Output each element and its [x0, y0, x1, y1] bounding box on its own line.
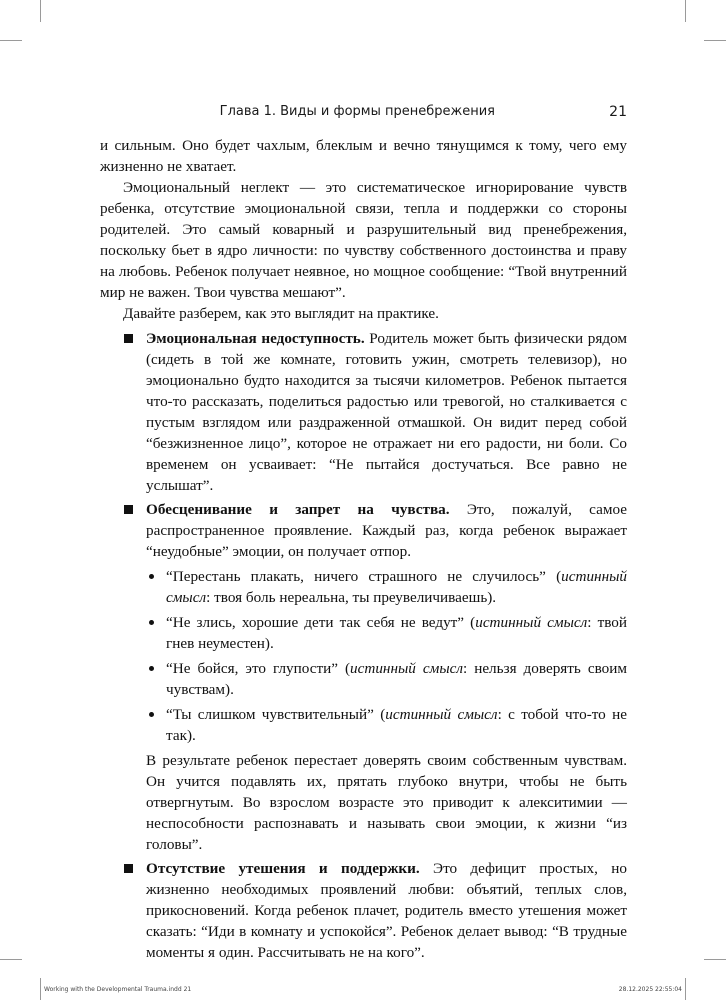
item-heading: Эмоциональная недоступность. — [146, 330, 365, 347]
paragraph: Давайте разберем, как это выглядит на практике. — [123, 305, 439, 322]
chapter-title: Глава 1. Виды и формы пренебрежения — [219, 104, 495, 119]
list-item — [100, 858, 627, 963]
crop-mark — [704, 959, 726, 960]
sub-list — [146, 566, 627, 746]
list-item — [100, 328, 627, 496]
crop-mark — [0, 40, 22, 41]
item-text: Это, пожалуй, самое распространенное проявление. Каждый раз, когда ребенок выражает “неудобные” эмоции, он получает отпор. — [146, 501, 627, 560]
round-bullet-icon — [149, 712, 154, 717]
quote: “Не злись, хорошие дети так себя не ведут” ( — [166, 614, 476, 631]
sub-list-item — [146, 566, 627, 608]
page-number: 21 — [609, 104, 627, 120]
quote: “Не бойся, это глупости” ( — [166, 660, 351, 677]
square-bullet-icon — [124, 864, 133, 873]
sub-list-item — [146, 704, 627, 746]
paragraph: Эмоциональный неглект — это систематическое игнорирование чувств ребенка, отсутствие эмоциональной связи, тепла и поддержки со стороны родителей. Это самый коварный и разрушительный вид пренебрежения, поскольку бьет в ядро личности: по чувству собственного достоинства и праву на любовь. Ребенок получает неявное, но мощное сообщение: “Твой внутренний мир не важен. Твои чувства мешают”. — [100, 179, 627, 301]
list-item — [100, 499, 627, 855]
explanation: : твоя боль нереальна, ты преувеличиваешь). — [206, 589, 497, 606]
explanation: : твой гнев неуместен). — [166, 614, 627, 652]
quote: “Перестань плакать, ничего страшного не случилось” ( — [166, 568, 562, 585]
crop-mark — [0, 959, 22, 960]
round-bullet-icon — [149, 574, 154, 579]
crop-mark — [40, 0, 41, 22]
round-bullet-icon — [149, 666, 154, 671]
explanation: : нельзя доверять своим чувствам). — [166, 660, 627, 698]
sub-list-item — [146, 612, 627, 654]
quote: “Ты слишком чувствительный” ( — [166, 706, 386, 723]
emphasis: истинный смысл — [475, 614, 588, 631]
footer-filename: Working with the Developmental Trauma.indd 21 — [44, 986, 192, 993]
item-heading: Обесценивание и запрет на чувства. — [146, 501, 450, 518]
crop-mark — [40, 978, 41, 1000]
emphasis: истинный смысл — [350, 660, 463, 677]
crop-mark — [685, 0, 686, 22]
page-body — [100, 135, 627, 966]
footer-timestamp: 28.12.2025 22:55:04 — [618, 986, 682, 993]
item-text: Родитель может быть физически рядом (сидеть в той же комнате, готовить ужин, смотреть телевизор), но эмоционально будто находится за тысячи километров. Ребенок пытается что-то рассказать, поделиться радостью или тревогой, но сталкивается с пустым взглядом или раздраженной отмашкой. Он видит перед собой “безжизненное лицо”, которое не отражает ни его радости, ни боли. Со временем он усваивает: “Не пытайся достучаться. Все равно не услышат”. — [146, 330, 628, 494]
square-bullet-icon — [124, 505, 133, 514]
emphasis: истинный смысл — [385, 706, 498, 723]
item-conclusion: В результате ребенок перестает доверять своим собственным чувствам. Он учится подавлять их, прятать глубоко внутри, чтобы не быть отвергнутым. Во взрослом возрасте это приводит к алекситимии — неспособности распознавать и называть свои эмоции, к жизни “из головы”. — [146, 752, 627, 853]
explanation: : с тобой что-то не так). — [166, 706, 627, 744]
crop-mark — [704, 40, 726, 41]
sub-list-item — [146, 658, 627, 700]
square-bullet-icon — [124, 334, 133, 343]
item-heading: Отсутствие утешения и поддержки. — [146, 860, 420, 877]
round-bullet-icon — [149, 620, 154, 625]
emphasis: истинный смысл — [166, 568, 627, 606]
main-list — [100, 328, 627, 963]
running-header — [100, 102, 627, 124]
paragraph: и сильным. Оно будет чахлым, блеклым и вечно тянущимся к тому, чего ему жизненно не хватает. — [100, 137, 627, 175]
item-text: Это дефицит простых, но жизненно необходимых проявлений любви: объятий, теплых слов, прикосновений. Когда ребенок плачет, родитель вместо утешения может сказать: “Иди в комнату и успокойся”. Ребенок делает вывод: “В трудные моменты я один. Рассчитывать не на кого”. — [146, 860, 627, 961]
crop-mark — [685, 978, 686, 1000]
